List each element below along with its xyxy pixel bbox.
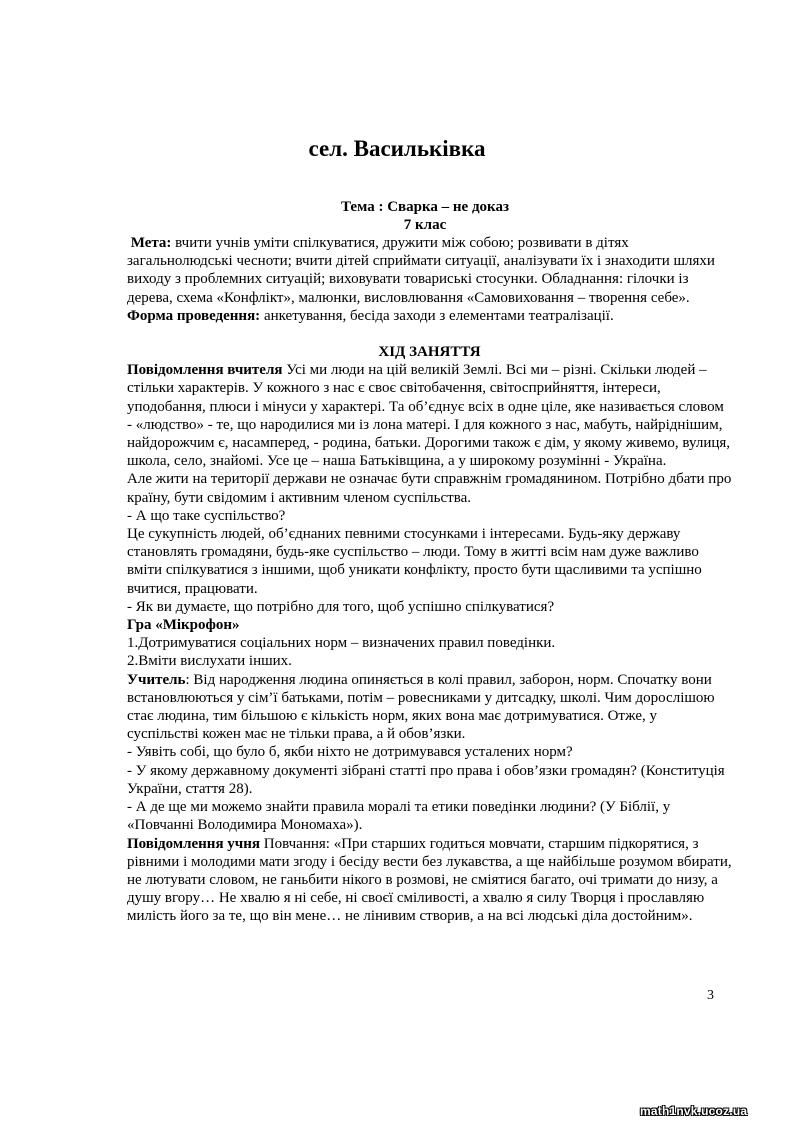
section-title: ХІД ЗАНЯТТЯ bbox=[378, 344, 481, 361]
teacher-question-2: - У якому державному документі зібрані статті про права і обов’язки громадян? (Конституція України, стаття 28). bbox=[127, 762, 725, 797]
grade-label: 7 клас bbox=[403, 217, 447, 233]
student-message-paragraph bbox=[127, 835, 732, 926]
game-item-2: 2.Вміти вислухати інших. bbox=[127, 653, 292, 670]
goal-label: Мета: bbox=[130, 235, 172, 251]
paragraph-society: Це сукупність людей, об’єднаних певними стосунками і інтересами. Будь-яку державу становлять громадяни, будь-яке суспільство – люди. Тому в житті всім нам дуже важливо вміти спілкуватися з іншими, щоб уникати конфлікту, просто бути щасливими та успішно вчитися, працювати. bbox=[127, 526, 702, 597]
teacher-message-text: Усі ми люди на цій великій Землі. Всі ми – різні. Скільки людей – стільки характерів. У кожного з нас є своє світобачення, світосприйняття, інтереси, уподобання, плюси і мінуси у характері. Та об’єднує всіх в одне ціле, яке називається словом - «людство» - те, що народилися ми із лона матері. І для кожного з нас, мабуть, найріднішим, найдорожчим є, насамперед, - родина, батьки. Дорогими також є дім, у якому живемо, вулиця, школа, село, знайомі. Усе це – наша Батьківщина, а у широкому розумінні - Україна. bbox=[127, 362, 731, 470]
game-title-text: Гра «Мікрофон» bbox=[127, 617, 240, 634]
goal-text: вчити учнів уміти спілкуватися, дружити між собою; розвивати в дітях загальнолюдські чесноти; вчити дітей сприймати ситуації, аналізувати їх і знаходити шляхи виходу з проблемних ситуацій; виховувати товариські стосунки. Обладнання: гілочки із дерева, схема «Конфлікт», малюнки, висловлювання «Самовиховання – творення себе». bbox=[127, 235, 715, 306]
form-paragraph bbox=[127, 307, 732, 325]
question-society: - А що таке суспільство? bbox=[127, 507, 286, 524]
teacher-text: : Від народження людина опиняється в колі правил, заборон, норм. Спочатку вони встановлюються у сім’ї батьками, потім – ровесниками у дитсадку, школі. Чим дорослішою стає людина, тим більшою є кількість норм, яких вона має дотримуватися. Отже, у суспільстві кожен має не тільки права, а й обов’язки. bbox=[127, 671, 715, 743]
lesson-body bbox=[127, 234, 732, 926]
spacer bbox=[127, 325, 732, 343]
form-text: анкетування, бесіда заходи з елементами театралізації. bbox=[260, 307, 614, 324]
form-label: Форма проведення: bbox=[127, 307, 261, 324]
site-watermark: math1nvk.ucoz.ua bbox=[640, 1104, 748, 1118]
paragraph-citizen: Але жити на території держави не означає бути справжнім громадянином. Потрібно дбати про країну, бути свідомим і активним членом суспільства. bbox=[127, 471, 732, 506]
page-number: 3 bbox=[707, 988, 714, 1003]
teacher-question-1: - Уявіть собі, що було б, якби ніхто не дотримувався усталених норм? bbox=[127, 744, 573, 761]
teacher-question-3: - А де ще ми можемо знайти правила моралі та етики поведінки людини? (У Біблії, у «Повчанні Володимира Мономаха»). bbox=[127, 799, 671, 834]
student-message-text: Повчання: «При старших годиться мовчати, старшим підкорятися, з рівними і молодими мати згоду і бесіду вести без лукавства, а ще найбільше розумом вбирати, не лютувати словом, не ганьбити нікого в розмові, не сміятися багато, очі тримати до низу, а душу вгору… Не хвалю я ні себе, ні своєї сміливості, а хвалю я силу Творця і прославляю милість його за те, що він мене… не лінивим створив, а на всі людські діла достойним». bbox=[127, 835, 732, 925]
lesson-topic-block bbox=[0, 198, 794, 234]
goal-paragraph bbox=[127, 234, 732, 307]
student-message-label: Повідомлення учня bbox=[127, 835, 261, 852]
teacher-label: Учитель bbox=[127, 671, 186, 688]
teacher-message-paragraph bbox=[127, 361, 732, 470]
game-item-1: 1.Дотримуватися соціальних норм – визначених правил поведінки. bbox=[127, 635, 556, 652]
village-title: сел. Васильківка bbox=[308, 136, 486, 161]
game-title bbox=[127, 616, 732, 634]
teacher-message-label: Повідомлення вчителя bbox=[127, 362, 283, 379]
question-communication: - Як ви думаєте, що потрібно для того, щоб успішно спілкуватися? bbox=[127, 598, 555, 615]
lesson-topic: Тема : Сварка – не доказ bbox=[341, 199, 509, 215]
teacher-paragraph bbox=[127, 671, 732, 744]
